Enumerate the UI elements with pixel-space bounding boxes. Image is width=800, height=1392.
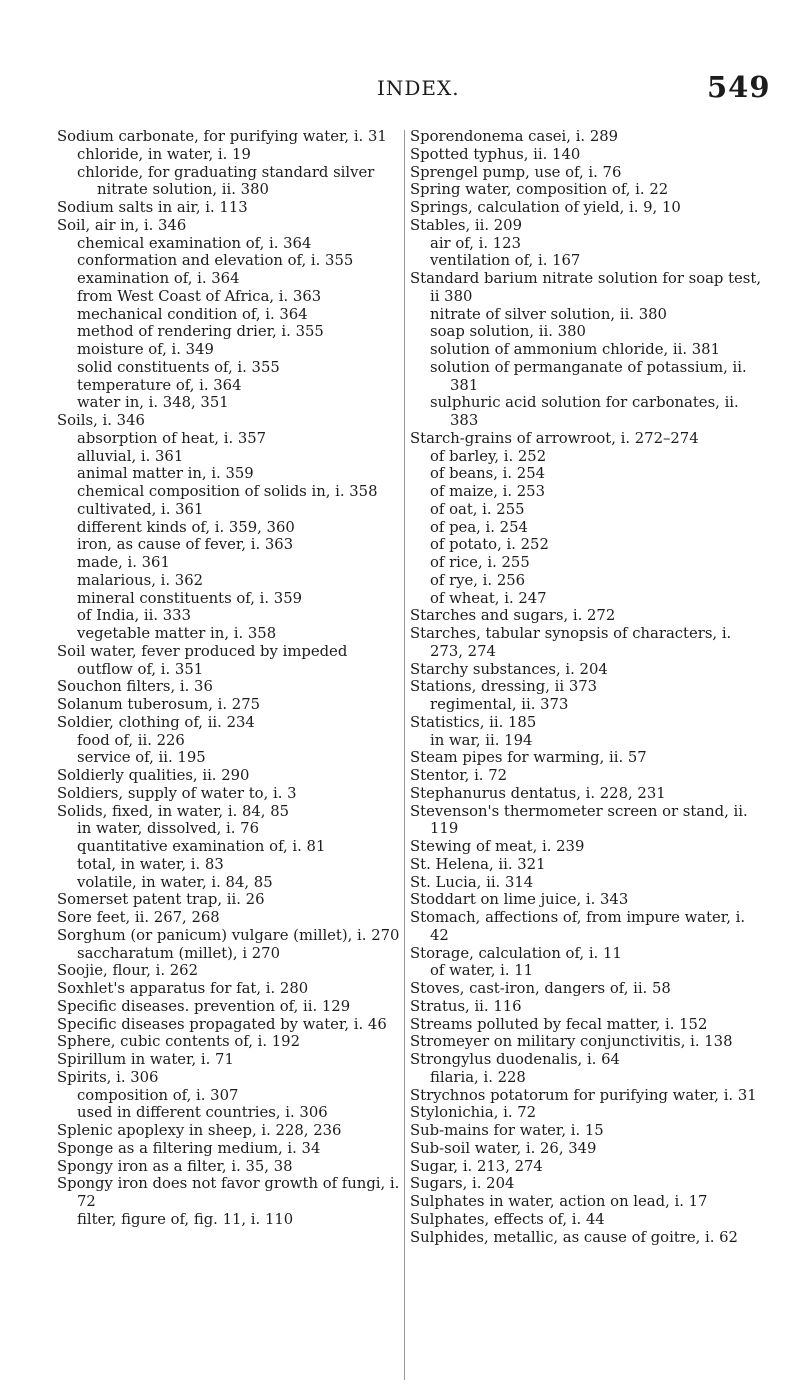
index-entry: Starchy substances, i. 204 <box>410 660 608 678</box>
index-entry: St. Helena, ii. 321 <box>410 855 546 873</box>
index-entry: Sphere, cubic contents of, i. 192 <box>57 1033 300 1051</box>
index-subentry: mineral constituents of, i. 359 <box>77 589 303 607</box>
index-subentry: composition of, i. 307 <box>77 1086 239 1104</box>
index-entry: Solids, fixed, in water, i. 84, 85 <box>57 802 290 820</box>
index-subentry: quantitative examination of, i. 81 <box>77 838 326 855</box>
index-entry: Stentor, i. 72 <box>410 767 508 784</box>
index-subentry: mechanical condition of, i. 364 <box>77 305 308 323</box>
index-subentry: cultivated, i. 361 <box>77 500 204 518</box>
index-subentry: in war, ii. 194 <box>430 731 533 749</box>
index-entry: Starch-grains of arrowroot, i. 272–274 <box>410 429 699 447</box>
index-entry: Soojie, flour, i. 262 <box>57 962 198 980</box>
index-subentry: used in different countries, i. 306 <box>77 1104 328 1122</box>
index-entry: Soil, air in, i. 346 <box>57 216 187 234</box>
index-entry: Strongylus duodenalis, i. 64 <box>410 1051 620 1068</box>
index-subentry: soap solution, ii. 380 <box>430 323 586 341</box>
index-subentry: animal matter in, i. 359 <box>77 465 254 483</box>
index-entry: Sodium salts in air, i. 113 <box>57 199 248 216</box>
index-subentry: ventilation of, i. 167 <box>430 252 581 270</box>
column-divider <box>404 130 405 1380</box>
index-entry: Sugar, i. 213, 274 <box>410 1157 543 1175</box>
index-subentry: of maize, i. 253 <box>430 483 546 500</box>
index-subentry: temperature of, i. 364 <box>77 376 242 394</box>
index-subentry: sulphuric acid solution for carbonates, ii. 383 <box>430 394 739 429</box>
index-subentry: of barley, i. 252 <box>430 447 547 465</box>
index-entry: Spring water, composition of, i. 22 <box>410 181 669 199</box>
index-entry: Splenic apoplexy in sheep, i. 228, 236 <box>57 1122 342 1139</box>
index-subentry: vegetable matter in, i. 358 <box>77 625 277 642</box>
index-entry: Soxhlet's apparatus for fat, i. 280 <box>57 980 309 997</box>
index-entry: Solanum tuberosum, i. 275 <box>57 696 261 713</box>
index-subentry: of oat, i. 255 <box>430 500 525 518</box>
index-subentry: regimental, ii. 373 <box>430 696 569 713</box>
index-subentry: of India, ii. 333 <box>77 607 192 625</box>
index-subentry: chemical composition of solids in, i. 358 <box>77 483 378 500</box>
index-entry: Specific diseases. prevention of, ii. 129 <box>57 997 351 1015</box>
index-subentry: chloride, for graduating standard silver nitrate solution, ii. 380 <box>77 163 375 199</box>
index-entry: Spirits, i. 306 <box>57 1068 159 1086</box>
index-subentry: moisture of, i. 349 <box>77 341 214 358</box>
index-subentry: total, in water, i. 83 <box>77 855 224 873</box>
index-entry: Statistics, ii. 185 <box>410 713 537 731</box>
index-subentry: from West Coast of Africa, i. 363 <box>77 287 322 305</box>
index-subentry: solid constituents of, i. 355 <box>77 358 280 376</box>
index-subentry: of water, i. 11 <box>430 962 534 980</box>
index-entry: Strychnos potatorum for purifying water, i. 31 <box>410 1086 757 1104</box>
index-subentry: alluvial, i. 361 <box>77 447 184 465</box>
index-entry: Sorghum (or panicum) vulgare (millet), i. 270 <box>57 926 400 944</box>
page-header <box>0 70 800 120</box>
index-subentry: nitrate of silver solution, ii. 380 <box>430 305 667 323</box>
index-subentry: service of, ii. 195 <box>77 749 206 767</box>
index-subentry: different kinds of, i. 359, 360 <box>77 518 295 536</box>
index-entry: Soil water, fever produced by impeded outflow of, i. 351 <box>57 642 348 678</box>
index-subentry: malarious, i. 362 <box>77 571 204 589</box>
index-entry: Sugars, i. 204 <box>410 1175 515 1193</box>
index-subentry: made, i. 361 <box>77 554 170 571</box>
index-entry: Stoves, cast-iron, dangers of, ii. 58 <box>410 980 671 997</box>
index-entry: Stromeyer on military conjunctivitis, i. 138 <box>410 1033 733 1051</box>
index-subentry: air of, i. 123 <box>430 234 521 252</box>
index-entry: Sulphates in water, action on lead, i. 17 <box>410 1193 708 1210</box>
index-entry: Streams polluted by fecal matter, i. 152 <box>410 1015 708 1033</box>
index-subentry: filter, figure of, fig. 11, i. 110 <box>77 1210 294 1228</box>
index-entry: Sulphates, effects of, i. 44 <box>410 1210 605 1228</box>
index-entry: Soldierly qualities, ii. 290 <box>57 767 250 784</box>
index-subentry: method of rendering drier, i. 355 <box>77 323 324 341</box>
index-entry: Stewing of meat, i. 239 <box>410 838 585 855</box>
index-entry: Stations, dressing, ii 373 <box>410 678 598 696</box>
index-entry: Stables, ii. 209 <box>410 216 522 234</box>
index-entry: Standard barium nitrate solution for soap test, ii 380 <box>410 270 762 305</box>
index-entry: Stomach, affections of, from impure water, i. 42 <box>410 909 746 944</box>
index-entry: Sub-soil water, i. 26, 349 <box>410 1139 597 1157</box>
index-entry: Stoddart on lime juice, i. 343 <box>410 891 629 909</box>
index-subentry: of wheat, i. 247 <box>430 589 547 607</box>
index-subentry: examination of, i. 364 <box>77 270 240 287</box>
index-entry: Somerset patent trap, ii. 26 <box>57 891 265 909</box>
page-title: INDEX. <box>377 76 460 100</box>
index-subentry: of beans, i. 254 <box>430 465 546 483</box>
index-entry: Stevenson's thermometer screen or stand, ii. 119 <box>410 802 748 838</box>
index-subentry: of rye, i. 256 <box>430 571 526 589</box>
index-entry: Sprengel pump, use of, i. 76 <box>410 163 622 181</box>
index-entry: Soils, i. 346 <box>57 412 145 429</box>
index-entry: Sponge as a filtering medium, i. 34 <box>57 1139 321 1157</box>
index-entry: Sub-mains for water, i. 15 <box>410 1122 604 1139</box>
index-column-left <box>57 128 403 1229</box>
index-subentry: solution of permanganate of potassium, ii. 381 <box>430 358 747 394</box>
index-subentry: of potato, i. 252 <box>430 536 549 554</box>
index-entry: St. Lucia, ii. 314 <box>410 873 534 891</box>
index-entry: Stratus, ii. 116 <box>410 997 522 1015</box>
index-subentry: of pea, i. 254 <box>430 518 528 536</box>
page-number: 549 <box>707 70 771 104</box>
index-entry: Spongy iron as a filter, i. 35, 38 <box>57 1157 293 1175</box>
index-subentry: food of, ii. 226 <box>77 731 185 749</box>
index-entry: Sore feet, ii. 267, 268 <box>57 909 220 926</box>
index-entry: Stephanurus dentatus, i. 228, 231 <box>410 784 666 802</box>
index-entry: Spotted typhus, ii. 140 <box>410 145 581 163</box>
index-entry: Soldier, clothing of, ii. 234 <box>57 713 255 731</box>
index-subentry: conformation and elevation of, i. 355 <box>77 252 354 270</box>
index-column-right <box>410 128 765 1246</box>
index-subentry: absorption of heat, i. 357 <box>77 429 267 447</box>
index-entry: Springs, calculation of yield, i. 9, 10 <box>410 199 681 216</box>
index-entry: Storage, calculation of, i. 11 <box>410 944 622 962</box>
index-entry: Soldiers, supply of water to, i. 3 <box>57 784 297 802</box>
index-subentry: chemical examination of, i. 364 <box>77 234 312 252</box>
index-entry: Souchon filters, i. 36 <box>57 678 213 696</box>
index-entry: Starches and sugars, i. 272 <box>410 607 616 625</box>
index-subentry: chloride, in water, i. 19 <box>77 145 251 163</box>
index-subentry: water in, i. 348, 351 <box>77 394 229 412</box>
index-subentry: filaria, i. 228 <box>430 1068 526 1086</box>
index-entry: Starches, tabular synopsis of characters, i. 273, 274 <box>410 625 732 660</box>
index-entry: Sporendonema casei, i. 289 <box>410 128 619 145</box>
index-entry: Steam pipes for warming, ii. 57 <box>410 749 647 767</box>
index-subentry: iron, as cause of fever, i. 363 <box>77 536 294 554</box>
index-subentry: of rice, i. 255 <box>430 554 530 571</box>
index-entry: Spirillum in water, i. 71 <box>57 1051 234 1068</box>
index-entry: Sulphides, metallic, as cause of goitre, i. 62 <box>410 1228 738 1246</box>
index-entry: Spongy iron does not favor growth of fungi, i. 72 <box>57 1175 400 1210</box>
index-entry: Sodium carbonate, for purifying water, i. 31 <box>57 128 387 145</box>
index-subentry: volatile, in water, i. 84, 85 <box>77 873 273 891</box>
index-subentry: saccharatum (millet), i 270 <box>77 944 281 962</box>
index-subentry: solution of ammonium chloride, ii. 381 <box>430 341 721 358</box>
index-entry: Specific diseases propagated by water, i. 46 <box>57 1015 387 1033</box>
index-subentry: in water, dissolved, i. 76 <box>77 820 260 838</box>
index-entry: Stylonichia, i. 72 <box>410 1104 537 1122</box>
